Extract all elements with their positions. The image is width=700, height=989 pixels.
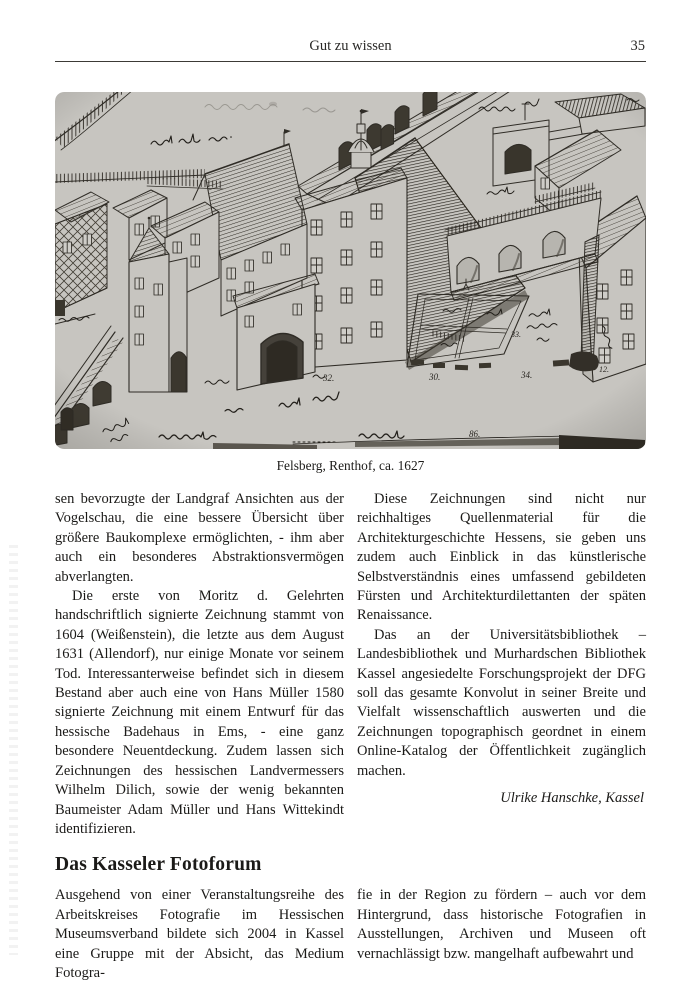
article-fotoforum: [55, 839, 646, 983]
page-number: 35: [630, 38, 645, 54]
paragraph: Das an der Universitätsbibliothek – Landesbibliothek und Murhardschen Bibliothek Kassel angesiedelte Forschungsprojekt der DFG soll das gesamte Konvolut in seiner Breite und Vielfalt wissenschaftlich auswerten und die Zeichnungen topographisch geordnet in einem Online-Katalog der Öffentlichkeit zugänglich machen.: [357, 626, 646, 779]
header-rule: [55, 61, 646, 62]
section-heading: Das Kasseler Fotoforum: [55, 854, 262, 876]
paragraph: Diese Zeichnungen sind nicht nur reichhaltiges Quellenmaterial für die Architekturgeschichte Hessens, sie geben uns zudem auch Einblick in das künstlerische Selbstverständnis eines umfassend gebildeten Fürsten und Architekturdilettanten der späten Renaissance.: [357, 491, 646, 624]
renthof-drawing: [55, 92, 646, 449]
photo-vignette: [55, 92, 646, 449]
left-column: [55, 490, 344, 839]
author-signature: Ulrike Hanschke, Kassel: [500, 790, 644, 807]
article-drawings-columns: [55, 490, 646, 839]
renthof-drawing-figure: [55, 92, 646, 474]
paragraph: Die erste von Moritz d. Gelehrten handschriftlich signierte Zeichnung stammt von 1604 (Weißenstein), die letzte aus dem August 1631 (Allendorf), nur einige Monate vor seinem Tod. Interessanterweise befindet sich in diesem Bestand aber auch eine von Hans Müller 1580 signierte Zeichnung mit einem Entwurf für das hessische Badehaus in Ems, - eine ganz besondere Neuentdeckung. Zudem lassen sich Zeichnungen des hessischen Landvermessers Wilhelm Dilich, sowie der wenig bekannten Baumeister Adam Müller und Hans Wittekindt identifizieren.: [55, 588, 344, 837]
paragraph: Ausgehend von einer Veranstaltungsreihe des Arbeitskreises Fotografie im Hessischen Museumsverband bildete sich 2004 in Kassel eine Gruppe mit der Absicht, das Medium Fotogra-: [55, 887, 344, 981]
running-title: Gut zu wissen: [309, 38, 392, 54]
paragraph: fie in der Region zu fördern – auch vor dem Hintergrund, dass historische Fotografien in Ausstellungen, Archiven und Museen oft vernachlässigt bzw. mangelhaft aufbewahrt und: [357, 887, 646, 962]
figure-caption: Felsberg, Renthof, ca. 1627: [276, 458, 425, 473]
page-header: [55, 38, 646, 56]
paragraph: sen bevorzugte der Landgraf Ansichten aus der Vogelschau, die eine bessere Übersicht über größere Baukomplexe ermöglichten, - ihm aber auch ein besonderes Abstraktionsvermögen abverlangten.: [55, 491, 344, 585]
right-column: [357, 490, 646, 839]
